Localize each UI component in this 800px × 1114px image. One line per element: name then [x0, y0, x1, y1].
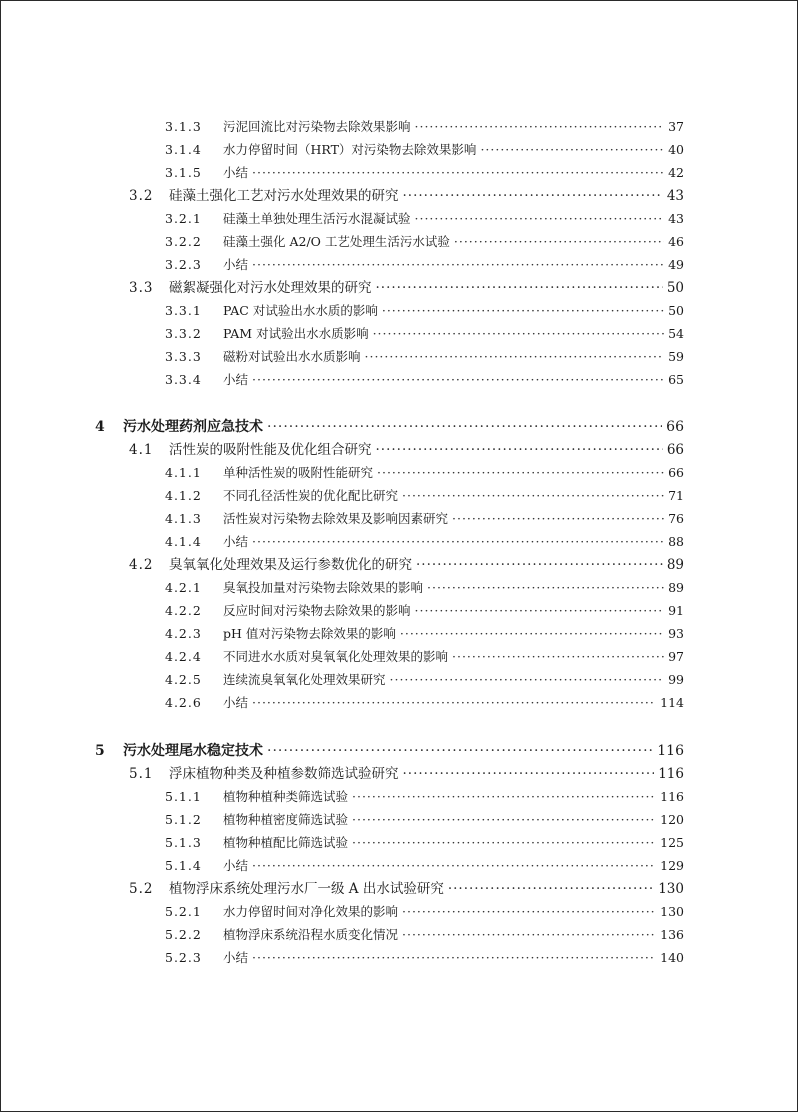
toc-page-number: 42	[668, 165, 684, 180]
toc-entry-title: 不同孔径活性炭的优化配比研究	[223, 488, 399, 503]
toc-entry-title: 活性炭的吸附性能及优化组合研究	[169, 442, 372, 458]
toc-entry-number: 3.3.4	[165, 372, 202, 387]
toc-dot-leader	[376, 277, 663, 299]
toc-entry-number: 4.2	[129, 557, 154, 573]
toc-entry-number: 4.2.3	[165, 626, 202, 641]
toc-page-number: 40	[668, 142, 684, 157]
toc-subsection-entry[interactable]	[165, 600, 684, 622]
toc-dot-leader	[454, 231, 664, 253]
toc-entry-title: 植物种植配比筛选试验	[223, 835, 349, 850]
toc-dot-leader	[252, 692, 656, 714]
toc-subsection-entry[interactable]	[165, 855, 684, 877]
toc-page-number: 140	[660, 950, 684, 965]
toc-subsection-entry[interactable]	[165, 462, 684, 484]
toc-subsection-entry[interactable]	[165, 346, 684, 368]
toc-entry-number: 3.3.1	[165, 303, 202, 318]
toc-entry-title: 不同进水水质对臭氧氧化处理效果的影响	[223, 649, 449, 664]
toc-entry-number: 4	[95, 419, 106, 435]
toc-entry-number: 4.1.1	[165, 465, 202, 480]
toc-page-number: 43	[668, 211, 684, 226]
toc-entry-title: 植物种植种类筛选试验	[223, 789, 349, 804]
toc-entry-title: pH 值对污染物去除效果的影响	[223, 626, 396, 641]
toc-entry-number: 4.2.6	[165, 695, 202, 710]
toc-dot-leader	[267, 416, 662, 438]
toc-section-entry[interactable]	[129, 439, 684, 461]
toc-dot-leader	[400, 623, 664, 645]
toc-entry-title: 小结	[223, 257, 249, 272]
toc-dot-leader	[377, 462, 664, 484]
toc-section-entry[interactable]	[129, 763, 684, 785]
toc-page-number: 93	[668, 626, 684, 641]
toc-page-number: 49	[668, 257, 684, 272]
toc-entry-title: 小结	[223, 372, 249, 387]
toc-dot-leader	[352, 832, 656, 854]
toc-entry-number: 3.1.5	[165, 165, 202, 180]
toc-subsection-entry[interactable]	[165, 947, 684, 969]
toc-entry-number: 3.1.4	[165, 142, 202, 157]
toc-subsection-entry[interactable]	[165, 786, 684, 808]
toc-entry-title: 小结	[223, 534, 249, 549]
toc-dot-leader	[252, 855, 656, 877]
toc-entry-title: 磁絮凝强化对污水处理效果的研究	[169, 280, 372, 296]
toc-page-number: 59	[668, 349, 684, 364]
toc-entry-title: 小结	[223, 695, 249, 710]
toc-subsection-entry[interactable]	[165, 508, 684, 530]
toc-subsection-entry[interactable]	[165, 162, 684, 184]
toc-entry-title: 单种活性炭的吸附性能研究	[223, 465, 374, 480]
toc-page-number: 136	[660, 927, 684, 942]
toc-entry-title: 活性炭对污染物去除效果及影响因素研究	[223, 511, 449, 526]
toc-page-number: 125	[660, 835, 684, 850]
toc-page-number: 76	[668, 511, 684, 526]
toc-entry-title: 水力停留时间对净化效果的影响	[223, 904, 399, 919]
toc-entry-number: 5.1.2	[165, 812, 202, 827]
toc-entry-number: 5.1	[129, 766, 154, 782]
toc-page-number: 89	[668, 580, 684, 595]
toc-dot-leader	[402, 924, 656, 946]
toc-subsection-entry[interactable]	[165, 646, 684, 668]
toc-page-number: 120	[660, 812, 684, 827]
toc-entry-title: 污水处理药剂应急技术	[123, 419, 263, 435]
toc-dot-leader	[252, 947, 656, 969]
toc-subsection-entry[interactable]	[165, 692, 684, 714]
toc-dot-leader	[452, 508, 664, 530]
toc-entry-title: 硅藻土强化工艺对污水处理效果的研究	[169, 188, 399, 204]
toc-dot-leader	[480, 139, 664, 161]
toc-dot-leader	[403, 185, 663, 207]
toc-subsection-entry[interactable]	[165, 323, 684, 345]
toc-subsection-entry[interactable]	[165, 208, 684, 230]
toc-page-number: 46	[668, 234, 684, 249]
toc-entry-title: PAC 对试验出水水质的影响	[223, 303, 378, 318]
toc-entry-number: 5.2.3	[165, 950, 202, 965]
toc-dot-leader	[415, 600, 664, 622]
toc-entry-title: 连续流臭氧氧化处理效果研究	[223, 672, 386, 687]
toc-page-number: 37	[668, 119, 684, 134]
toc-page-number: 50	[666, 280, 684, 296]
toc-entry-number: 5.1.3	[165, 835, 202, 850]
toc-entry-number: 3.2.1	[165, 211, 202, 226]
toc-entry-number: 4.1.2	[165, 488, 202, 503]
toc-entry-number: 3.3.2	[165, 326, 202, 341]
toc-dot-leader	[252, 254, 664, 276]
toc-dot-leader	[415, 208, 664, 230]
toc-entry-title: 小结	[223, 950, 249, 965]
toc-page-number: 114	[660, 695, 684, 710]
toc-entry-title: 小结	[223, 858, 249, 873]
toc-entry-number: 4.2.2	[165, 603, 202, 618]
toc-entry-number: 4.2.5	[165, 672, 202, 687]
toc-subsection-entry[interactable]	[165, 924, 684, 946]
toc-entry-number: 3.1.3	[165, 119, 202, 134]
toc-page-number: 71	[668, 488, 684, 503]
toc-entry-number: 5.2.1	[165, 904, 202, 919]
toc-dot-leader	[415, 116, 664, 138]
toc-dot-leader	[373, 323, 664, 345]
toc-page-number: 66	[666, 419, 684, 435]
toc-dot-leader	[416, 554, 663, 576]
toc-subsection-entry[interactable]	[165, 669, 684, 691]
toc-dot-leader	[402, 485, 664, 507]
toc-subsection-entry[interactable]	[165, 300, 684, 322]
toc-page-number: 91	[668, 603, 684, 618]
toc-entry-title: 反应时间对污染物去除效果的影响	[223, 603, 411, 618]
toc-dot-leader	[402, 901, 656, 923]
toc-page-number: 88	[668, 534, 684, 549]
toc-entry-number: 3.2.2	[165, 234, 202, 249]
toc-entry-number: 5	[95, 743, 106, 759]
toc-subsection-entry[interactable]	[165, 809, 684, 831]
toc-page-number: 130	[660, 904, 684, 919]
toc-entry-title: 水力停留时间（HRT）对污染物去除效果影响	[223, 142, 477, 157]
toc-entry-title: 植物浮床系统处理污水厂一级 A 出水试验研究	[169, 881, 444, 897]
toc-entry-number: 4.2.1	[165, 580, 202, 595]
toc-dot-leader	[252, 369, 664, 391]
toc-entry-number: 4.2.4	[165, 649, 202, 664]
toc-entry-number: 3.2.3	[165, 257, 202, 272]
toc-subsection-entry[interactable]	[165, 901, 684, 923]
toc-entry-title: 植物浮床系统沿程水质变化情况	[223, 927, 399, 942]
toc-dot-leader	[403, 763, 655, 785]
toc-section-entry[interactable]	[129, 277, 684, 299]
toc-section-entry[interactable]	[129, 185, 684, 207]
toc-page-number: 116	[660, 789, 684, 804]
toc-page-number: 66	[668, 465, 684, 480]
toc-page-number: 54	[668, 326, 684, 341]
toc-page-number: 97	[668, 649, 684, 664]
toc-dot-leader	[252, 531, 664, 553]
toc-entry-title: 硅藻土强化 A2/O 工艺处理生活污水试验	[223, 234, 450, 249]
toc-entry-title: 污泥回流比对污染物去除效果影响	[223, 119, 411, 134]
toc-subsection-entry[interactable]	[165, 832, 684, 854]
toc-entry-title: 污水处理尾水稳定技术	[123, 743, 263, 759]
toc-entry-number: 3.3.3	[165, 349, 202, 364]
toc-entry-number: 4.1.4	[165, 534, 202, 549]
toc-page-number: 129	[660, 858, 684, 873]
toc-dot-leader	[267, 740, 653, 762]
toc-subsection-entry[interactable]	[165, 485, 684, 507]
toc-section-entry[interactable]	[129, 554, 684, 576]
toc-entry-title: 磁粉对试验出水水质影响	[223, 349, 361, 364]
toc-dot-leader	[427, 577, 664, 599]
toc-entry-title: 硅藻土单独处理生活污水混凝试验	[223, 211, 411, 226]
toc-dot-leader	[448, 878, 654, 900]
toc-page-number: 66	[666, 442, 684, 458]
toc-dot-leader	[365, 346, 664, 368]
toc-entry-number: 5.1.1	[165, 789, 202, 804]
toc-entry-number: 3.2	[129, 188, 154, 204]
toc-entry-number: 5.2	[129, 881, 154, 897]
toc-page-number: 99	[668, 672, 684, 687]
toc-dot-leader	[376, 439, 663, 461]
toc-subsection-entry[interactable]	[165, 577, 684, 599]
toc-subsection-entry[interactable]	[165, 369, 684, 391]
toc-dot-leader	[352, 786, 656, 808]
toc-entry-title: 浮床植物种类及种植参数筛选试验研究	[169, 766, 399, 782]
toc-section-entry[interactable]	[129, 878, 684, 900]
toc-entry-number: 5.2.2	[165, 927, 202, 942]
toc-subsection-entry[interactable]	[165, 231, 684, 253]
toc-entry-number: 3.3	[129, 280, 154, 296]
toc-entry-number: 5.1.4	[165, 858, 202, 873]
toc-page-number: 116	[658, 766, 684, 782]
toc-page-number: 43	[666, 188, 684, 204]
toc-entry-title: PAM 对试验出水水质影响	[223, 326, 369, 341]
toc-entry-title: 植物种植密度筛选试验	[223, 812, 349, 827]
toc-subsection-entry[interactable]	[165, 254, 684, 276]
toc-entry-number: 4.1	[129, 442, 154, 458]
toc-dot-leader	[352, 809, 656, 831]
toc-chapter-entry[interactable]	[95, 740, 684, 762]
toc-dot-leader	[390, 669, 664, 691]
toc-page-number: 50	[668, 303, 684, 318]
toc-page-number: 130	[658, 881, 684, 897]
toc-page-number: 89	[666, 557, 684, 573]
toc-entry-number: 4.1.3	[165, 511, 202, 526]
toc-chapter-entry[interactable]	[95, 416, 684, 438]
toc-entry-title: 小结	[223, 165, 249, 180]
toc-dot-leader	[382, 300, 664, 322]
toc-entry-title: 臭氧氧化处理效果及运行参数优化的研究	[169, 557, 412, 573]
toc-page-number: 65	[668, 372, 684, 387]
toc-subsection-entry[interactable]	[165, 116, 684, 138]
toc-page-number: 116	[657, 743, 684, 759]
toc-entry-title: 臭氧投加量对污染物去除效果的影响	[223, 580, 424, 595]
toc-dot-leader	[452, 646, 664, 668]
toc-subsection-entry[interactable]	[165, 623, 684, 645]
toc-subsection-entry[interactable]	[165, 531, 684, 553]
toc-dot-leader	[252, 162, 664, 184]
toc-subsection-entry[interactable]	[165, 139, 684, 161]
